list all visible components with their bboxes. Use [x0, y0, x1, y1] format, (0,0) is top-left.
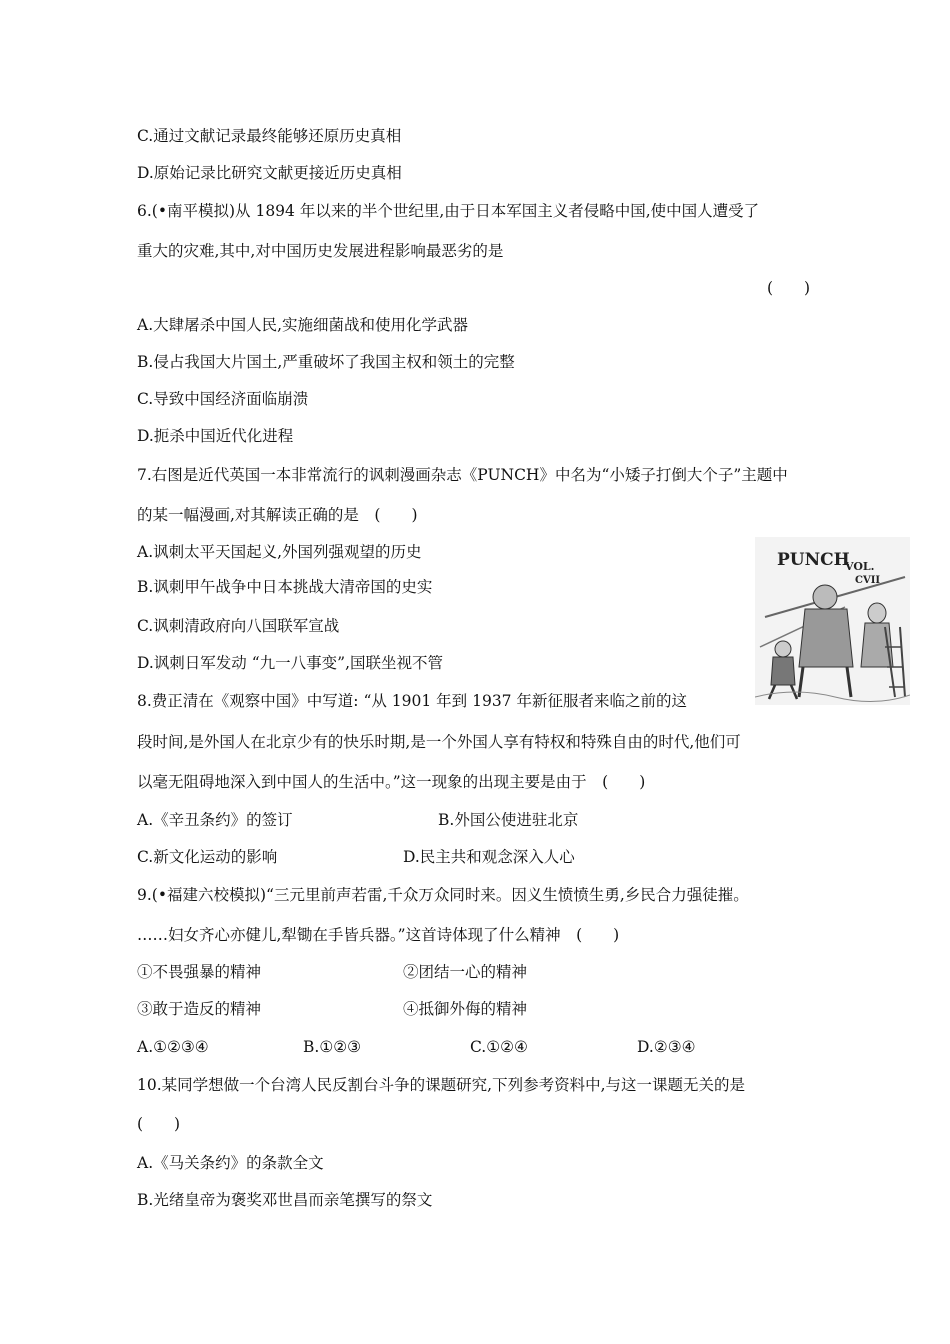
q6-stem-line1: 6.(•南平模拟)从 1894 年以来的半个世纪里,由于日本军国主义者侵略中国,使中国人遭受了 — [137, 202, 760, 220]
q7-option-a: A.讽刺太平天国起义,外国列强观望的历史 — [137, 543, 422, 561]
q6-answer-paren: ( ) — [767, 279, 811, 297]
q6-stem-line2: 重大的灾难,其中,对中国历史发展进程影响最恶劣的是 — [137, 242, 504, 260]
q10-stem-line2: ( ) — [137, 1115, 181, 1133]
q7-stem-line1: 7.右图是近代英国一本非常流行的讽刺漫画杂志《PUNCH》中名为“小矮子打倒大个子”主题中 — [137, 466, 788, 484]
q6-option-c: C.导致中国经济面临崩溃 — [137, 390, 309, 408]
q9-item-1: ①不畏强暴的精神 — [137, 963, 262, 981]
q9-item-4: ④抵御外侮的精神 — [403, 1000, 528, 1018]
punch-cartoon-image — [755, 537, 910, 705]
q8-stem-line2: 段时间,是外国人在北京少有的快乐时期,是一个外国人享有特权和特殊自由的时代,他们可 — [137, 733, 741, 751]
cartoon-title-text: PUNCH — [777, 550, 850, 570]
q9-option-b: B.①②③ — [303, 1038, 362, 1056]
q7-option-c: C.讽刺清政府向八国联军宣战 — [137, 617, 340, 635]
q8-option-a: A.《辛丑条约》的签订 — [137, 811, 293, 829]
q8-option-b: B.外国公使进驻北京 — [438, 811, 579, 829]
q8-option-c: C.新文化运动的影响 — [137, 848, 278, 866]
q9-option-a: A.①②③④ — [137, 1038, 209, 1056]
q9-option-c: C.①②④ — [470, 1038, 528, 1056]
q10-option-b: B.光绪皇帝为褒奖邓世昌而亲笔撰写的祭文 — [137, 1191, 433, 1209]
q8-stem-line1: 8.费正清在《观察中国》中写道: “从 1901 年到 1937 年新征服者来临之前的这 — [137, 692, 687, 710]
q10-stem-line1: 10.某同学想做一个台湾人民反割台斗争的课题研究,下列参考资料中,与这一课题无关的是 — [137, 1076, 746, 1094]
q9-item-3: ③敢于造反的精神 — [137, 1000, 262, 1018]
q6-option-d: D.扼杀中国近代化进程 — [137, 427, 294, 445]
q8-stem-line3: 以毫无阻碍地深入到中国人的生活中。”这一现象的出现主要是由于 ( ) — [137, 773, 646, 791]
q6-option-b: B.侵占我国大片国土,严重破坏了我国主权和领土的完整 — [137, 353, 515, 371]
q7-option-b: B.讽刺甲午战争中日本挑战大清帝国的史实 — [137, 578, 433, 596]
q10-option-a: A.《马关条约》的条款全文 — [137, 1154, 324, 1172]
q6-option-a: A.大肆屠杀中国人民,实施细菌战和使用化学武器 — [137, 316, 469, 334]
cartoon-num-text: CVII — [855, 575, 881, 586]
q9-option-d: D.②③④ — [637, 1038, 696, 1056]
q7-option-d: D.讽刺日军发动 “九一八事变”,国联坐视不管 — [137, 654, 444, 672]
q5-option-c: C.通过文献记录最终能够还原历史真相 — [137, 127, 402, 145]
q5-option-d: D.原始记录比研究文献更接近历史真相 — [137, 164, 402, 182]
q9-item-2: ②团结一心的精神 — [403, 963, 528, 981]
q8-option-d: D.民主共和观念深入人心 — [403, 848, 575, 866]
q7-stem-line2: 的某一幅漫画,对其解读正确的是 ( ) — [137, 506, 418, 524]
q9-stem-line1: 9.(•福建六校模拟)“三元里前声若雷,千众万众同时来。因义生愤愤生勇,乡民合力强徒摧。 — [137, 886, 749, 904]
q9-stem-line2: ……妇女齐心亦健儿,犁锄在手皆兵器。”这首诗体现了什么精神 ( ) — [137, 926, 620, 944]
cartoon-vol-text: VOL. — [845, 560, 875, 573]
